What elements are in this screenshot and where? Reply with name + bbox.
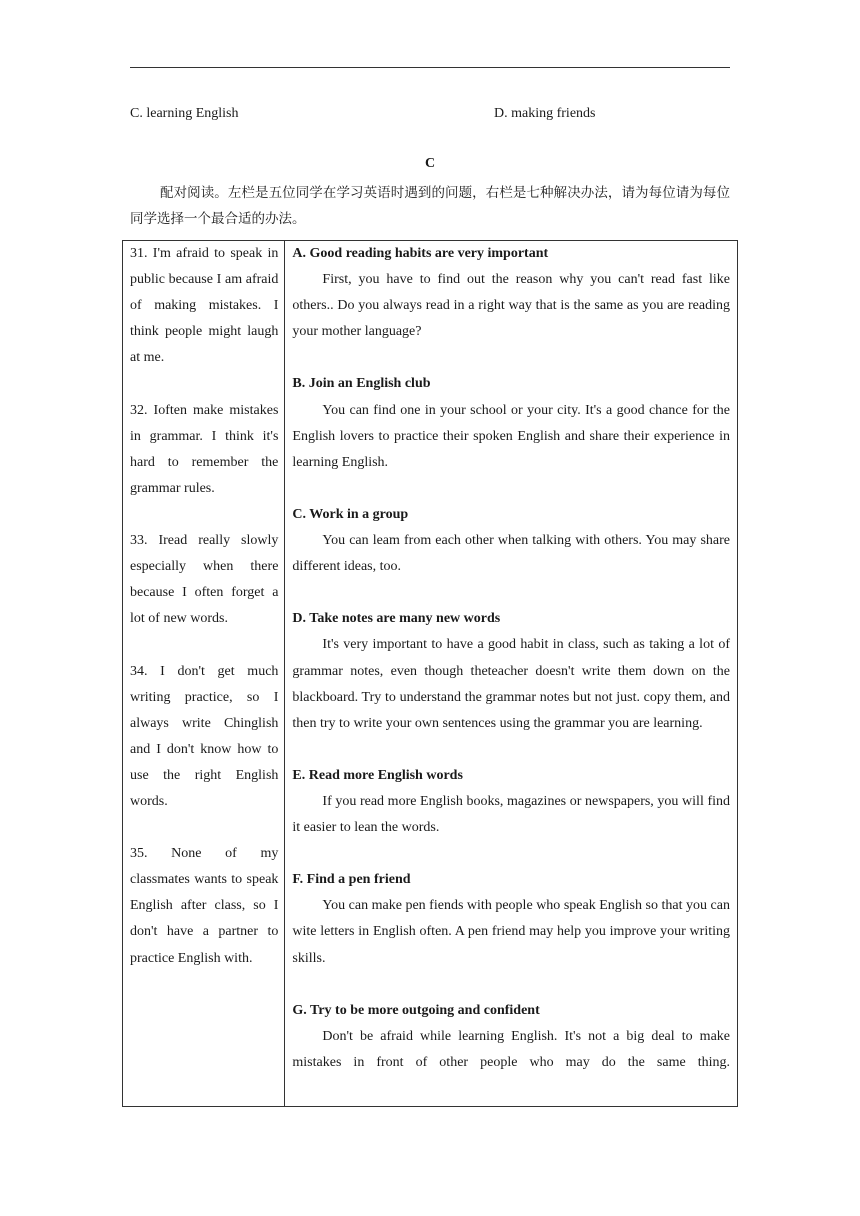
solution-b-body: You can find one in your school or your city. It's a good chance for the English lovers to practice their spoken English and share their experience in learning English. — [292, 402, 730, 470]
section-title: C — [424, 156, 436, 171]
solution-g-body: Don't be afraid while learning English. It's not a big deal to make mistakes in front of other people who may do the same thing. — [292, 1028, 730, 1070]
section-instruction: 配对阅读。左栏是五位同学在学习英语时遇到的问题，右栏是七种解决办法，请为每位请为每位同学选择一个最合适的办法。 — [130, 185, 730, 227]
matching-table — [122, 240, 738, 1107]
solution-f-body: You can make pen fiends with people who speak English so that you can wite letters in English often. A pen friend may help you improve your writing skills. — [292, 898, 730, 966]
solution-c-title: C. Work in a group — [292, 506, 409, 522]
solution-d-title: D. Take notes are many new words — [292, 611, 501, 627]
solution-d-body: It's very important to have a good habit in class, such as taking a lot of grammar notes, even though theteacher doesn't write them down on the blackboard. Try to understand the grammar notes but not just. copy them, and then try to write your own sentences using the grammar you are learning. — [292, 637, 730, 731]
solution-e-title: E. Read more English words — [292, 767, 463, 783]
option-c: C. learning English — [130, 106, 239, 121]
solution-a-body: First, you have to find out the reason why you can't read fast like others.. Do you always read in a right way that is the same as you are reading your mother language? — [292, 272, 730, 340]
solution-g-title: G. Try to be more outgoing and confident — [292, 1002, 540, 1018]
problem-35: 35. None of my classmates wants to speak English after class, so I don't have a partner to practice English with. — [130, 846, 279, 966]
problem-32: 32. Ioften make mistakes in grammar. I think it's hard to remember the grammar rules. — [130, 402, 279, 496]
solution-b-title: B. Join an English club — [292, 376, 431, 392]
option-d: D. making friends — [494, 106, 596, 121]
problems-column — [123, 241, 285, 1107]
problem-34: 34. I don't get much writing practice, so I always write Chinglish and I don't know how to use the right English words. — [130, 663, 279, 809]
header-rule — [130, 67, 730, 68]
solution-f-title: F. Find a pen friend — [292, 872, 411, 888]
problem-33: 33. Iread really slowly especially when there because I often forget a lot of new words. — [130, 533, 279, 627]
solution-c-body: You can leam from each other when talking with others. You may share different ideas, too. — [292, 533, 730, 575]
problem-31: 31. I'm afraid to speak in public because I am afraid of making mistakes. I think people might laugh at me. — [130, 246, 279, 366]
solutions-column — [285, 241, 738, 1107]
solution-a-title: A. Good reading habits are very important — [292, 246, 549, 261]
solution-e-body: If you read more English books, magazines or newspapers, you will find it easier to lean the words. — [292, 793, 730, 836]
